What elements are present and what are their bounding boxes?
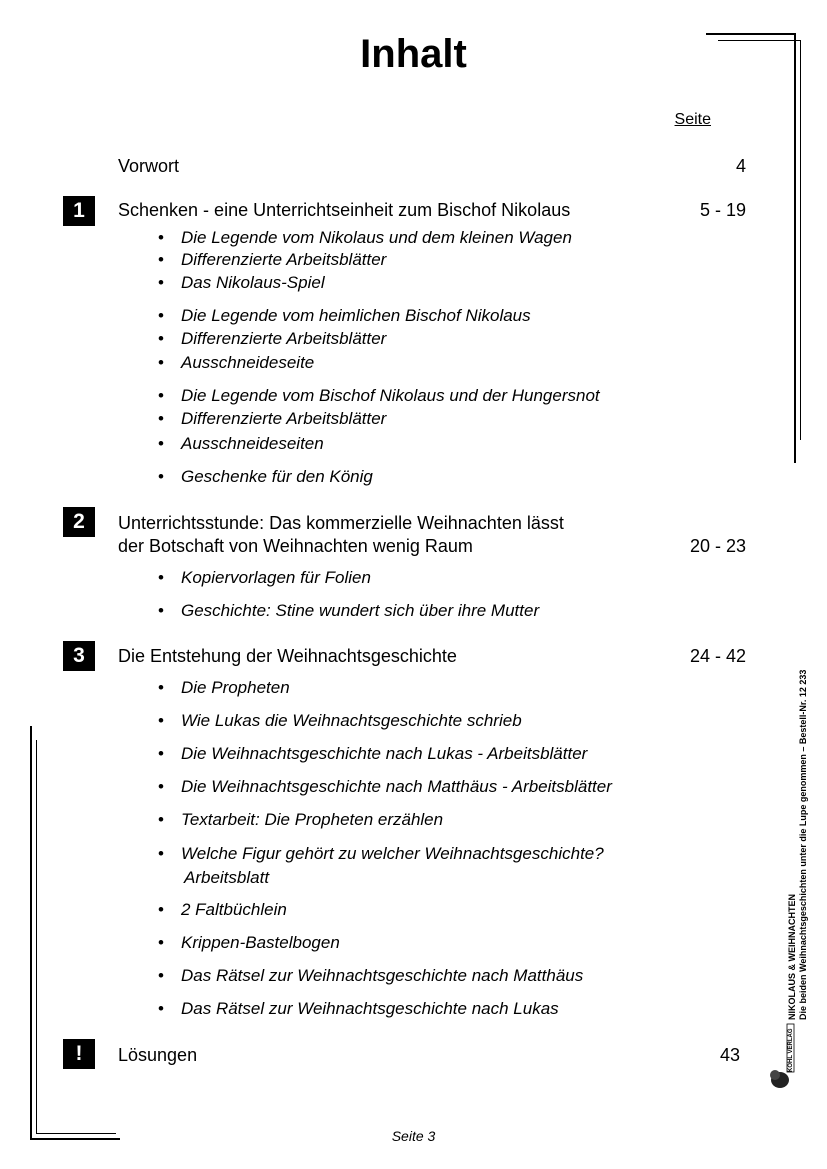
bullet-icon: • [158, 250, 164, 269]
toc-bullet-item: • Ausschneideseite [158, 353, 315, 372]
frame-line-top-1 [706, 33, 796, 35]
toc-bullet-item: • Ausschneideseiten [158, 434, 324, 453]
toc-bullet-item: • Das Nikolaus-Spiel [158, 273, 325, 292]
bullet-icon: • [158, 810, 164, 829]
bullet-icon: • [158, 900, 164, 919]
bullet-icon: • [158, 467, 164, 486]
bullet-icon: • [158, 329, 164, 348]
toc-bullet-item: • Krippen-Bastelbogen [158, 933, 340, 952]
toc-bullet-item: • Das Rätsel zur Weihnachtsgeschichte nach Matthäus [158, 966, 584, 985]
toc-entry-solutions: Lösungen [118, 1045, 198, 1065]
publisher-logo [768, 1022, 796, 1092]
page-column-header: Seite [674, 111, 711, 128]
section-title-2-line1: Unterrichtsstunde: Das kommerzielle Weihnachten lässt [118, 513, 564, 533]
bullet-icon: • [158, 933, 164, 952]
publisher-logo-text: KOHL VERLAG [788, 1028, 794, 1072]
toc-page-solutions: 43 [719, 1045, 740, 1065]
bullet-icon: • [158, 678, 164, 697]
section-title-3: Die Entstehung der Weihnachtsgeschichte [118, 646, 457, 666]
section-number-2: 2 [63, 507, 95, 537]
toc-bullet-item: • Geschenke für den König [158, 467, 373, 486]
toc-bullet-item: • Welche Figur gehört zu welcher Weihnachtsgeschichte? [158, 844, 604, 863]
bullet-icon: • [158, 711, 164, 730]
toc-bullet-item: • Die Legende vom heimlichen Bischof Nikolaus [158, 306, 531, 325]
frame-line-left-1 [30, 726, 32, 1140]
toc-item-continuation: Arbeitsblatt [184, 868, 270, 887]
toc-bullet-item: • Textarbeit: Die Propheten erzählen [158, 810, 444, 829]
bullet-icon: • [158, 601, 164, 620]
toc-bullet-item: • Das Rätsel zur Weihnachtsgeschichte nach Lukas [158, 999, 559, 1018]
toc-page-vorwort: 4 [735, 156, 746, 176]
toc-bullet-item: • Geschichte: Stine wundert sich über ihre Mutter [158, 601, 540, 620]
section-title-2-line2: der Botschaft von Weihnachten wenig Raum [118, 536, 473, 556]
bullet-icon: • [158, 744, 164, 763]
side-imprint-line2: Die beiden Weihnachtsgeschichten unter die Lupe genommen – Bestell-Nr. 12 233 [798, 669, 808, 1020]
solutions-marker: ! [63, 1039, 95, 1069]
toc-bullet-item: • Die Propheten [158, 678, 290, 697]
toc-bullet-item: • Die Weihnachtsgeschichte nach Lukas - Arbeitsblätter [158, 744, 588, 763]
bullet-icon: • [158, 966, 164, 985]
bullet-icon: • [158, 999, 164, 1018]
side-imprint-line1: NIKOLAUS & WEIHNACHTEN [787, 894, 797, 1020]
bullet-icon: • [158, 306, 164, 325]
page-footer: Seite 3 [391, 1128, 436, 1144]
bullet-icon: • [158, 273, 164, 292]
toc-bullet-item: • Differenzierte Arbeitsblätter [158, 329, 387, 348]
section-pages-3: 24 - 42 [689, 646, 746, 666]
section-pages-1: 5 - 19 [699, 200, 746, 220]
page-title: Inhalt [360, 32, 467, 76]
frame-line-right-2 [800, 40, 801, 440]
bullet-icon: • [158, 844, 164, 863]
toc-bullet-item: • Kopiervorlagen für Folien [158, 568, 371, 587]
toc-bullet-item: • Die Legende vom Bischof Nikolaus und der Hungersnot [158, 386, 600, 405]
frame-line-top-2 [718, 40, 800, 41]
toc-bullet-item: • Differenzierte Arbeitsblätter [158, 409, 387, 428]
toc-bullet-item: • 2 Faltbüchlein [158, 900, 287, 919]
bullet-icon: • [158, 386, 164, 405]
frame-line-left-2 [36, 740, 37, 1134]
toc-bullet-item: • Die Legende vom Nikolaus und dem kleinen Wagen [158, 228, 572, 247]
bullet-icon: • [158, 777, 164, 796]
bullet-icon: • [158, 409, 164, 428]
side-imprint [787, 620, 808, 1020]
toc-bullet-item: • Wie Lukas die Weihnachtsgeschichte schrieb [158, 711, 522, 730]
section-number-3: 3 [63, 641, 95, 671]
section-pages-2: 20 - 23 [689, 536, 746, 556]
toc-bullet-item: • Die Weihnachtsgeschichte nach Matthäus - Arbeitsblätter [158, 777, 612, 796]
section-title-1: Schenken - eine Unterrichtseinheit zum Bischof Nikolaus [118, 200, 571, 220]
frame-line-right-1 [794, 33, 796, 463]
bullet-icon: • [158, 228, 164, 247]
toc-bullet-item: • Differenzierte Arbeitsblätter [158, 250, 387, 269]
toc-entry-vorwort: Vorwort [118, 156, 180, 176]
section-number-1: 1 [63, 196, 95, 226]
bullet-icon: • [158, 353, 164, 372]
bullet-icon: • [158, 434, 164, 453]
bullet-icon: • [158, 568, 164, 587]
